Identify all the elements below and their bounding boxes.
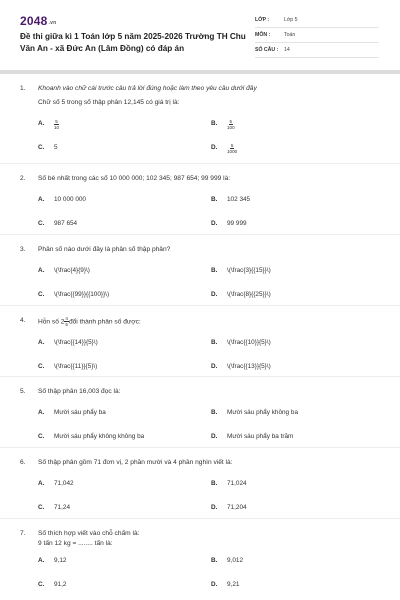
question-subtext: 9 tấn 12 kg = ........ tấn là: xyxy=(38,540,113,547)
option-letter: A. xyxy=(38,196,45,203)
option-text: \(\frac{{13}}{5}\) xyxy=(227,363,271,371)
fraction-denominator: 10 xyxy=(54,124,60,130)
option-letter: B. xyxy=(211,557,218,564)
option-letter: B. xyxy=(211,267,218,274)
question-list xyxy=(0,84,400,599)
option-letter: B. xyxy=(211,409,218,416)
question-header xyxy=(20,458,380,468)
question-header xyxy=(20,387,380,397)
question-header xyxy=(20,245,380,255)
question-number: 4. xyxy=(20,317,26,324)
answer-option-c[interactable] xyxy=(38,355,211,379)
answer-option-a[interactable] xyxy=(38,401,211,425)
option-text: 9,12 xyxy=(54,557,67,564)
option-letter: B. xyxy=(211,339,218,347)
option-fraction xyxy=(227,143,237,154)
option-fraction xyxy=(227,119,235,130)
answer-options xyxy=(20,112,380,160)
question-subtext: Chữ số 5 trong số thập phân 12,145 có giá trị là: xyxy=(38,99,180,106)
question-text: Số thập phân gồm 71 đơn vị, 2 phần mười và 4 phần nghìn viết là: xyxy=(38,459,233,466)
question-text: Phân số nào dưới đây là phân số thập phân? xyxy=(38,246,171,253)
question-header xyxy=(20,316,380,327)
answer-option-d[interactable] xyxy=(211,573,380,597)
answer-options xyxy=(20,549,380,597)
logo-suffix: .vn xyxy=(48,20,57,26)
question-5 xyxy=(0,377,400,448)
fraction-numerator: 5 xyxy=(229,118,233,124)
question-text-after: đổi thành phân số được: xyxy=(68,318,141,326)
meta-value: Toán xyxy=(284,32,296,38)
answer-options xyxy=(20,472,380,520)
meta-key: LỚP : xyxy=(255,17,270,23)
fraction-numerator: 5 xyxy=(55,118,58,124)
option-text: \(\frac{8}{{25}}\) xyxy=(227,291,271,298)
option-letter: A. xyxy=(38,267,45,274)
answer-option-d[interactable] xyxy=(211,283,380,307)
answer-option-d[interactable] xyxy=(211,212,380,236)
option-letter: D. xyxy=(211,363,218,371)
answer-option-b[interactable] xyxy=(211,472,380,496)
fraction-denominator: 5 xyxy=(65,322,68,327)
answer-option-b[interactable] xyxy=(211,259,380,283)
answer-option-d[interactable] xyxy=(211,496,380,520)
question-6 xyxy=(0,448,400,519)
option-text: \(\frac{3}{{15}}\) xyxy=(227,267,271,274)
question-number: 2. xyxy=(20,175,26,182)
option-letter: D. xyxy=(211,504,218,511)
option-text: 71,24 xyxy=(54,504,70,511)
option-text: 987 654 xyxy=(54,220,78,227)
option-letter: C. xyxy=(38,363,45,371)
option-text: 10 000 000 xyxy=(54,196,86,203)
meta-subject xyxy=(255,28,379,43)
question-text: Số thích hợp viết vào chỗ chấm là: xyxy=(38,530,140,537)
meta-question-count xyxy=(255,43,379,58)
question-number: 3. xyxy=(20,246,26,253)
answer-option-a[interactable] xyxy=(38,259,211,283)
answer-option-c[interactable] xyxy=(38,136,211,160)
option-text: \(\frac{{11}}{5}\) xyxy=(54,363,98,371)
header-divider xyxy=(0,70,400,74)
option-letter: A. xyxy=(38,120,45,127)
question-header xyxy=(20,174,380,184)
option-letter: B. xyxy=(211,196,218,203)
meta-value: 14 xyxy=(284,47,290,53)
question-text-before: Hỗn số 2 xyxy=(38,318,65,326)
option-letter: D. xyxy=(211,433,218,440)
option-letter: D. xyxy=(211,220,218,227)
answer-option-a[interactable] xyxy=(38,472,211,496)
option-letter: A. xyxy=(38,480,45,487)
option-letter: C. xyxy=(38,433,45,440)
answer-option-a[interactable] xyxy=(38,188,211,212)
option-text: 91,2 xyxy=(54,581,67,588)
answer-option-a[interactable] xyxy=(38,112,211,136)
option-text: Mười sáu phẩy ba xyxy=(54,409,106,416)
exam-title: Đề thi giữa kì 1 Toán lớp 5 năm 2025-2026 Trường TH Chu Văn An - xã Đức An (Lâm Đồng) có đáp án xyxy=(20,32,246,53)
option-fraction xyxy=(54,119,59,130)
question-text: Số thập phân 16,003 đọc là: xyxy=(38,388,121,395)
question-3 xyxy=(0,235,400,306)
answer-option-c[interactable] xyxy=(38,573,211,597)
option-text: Mười sáu phẩy không ba xyxy=(227,409,298,416)
option-text: 9,012 xyxy=(227,557,243,564)
site-logo[interactable] xyxy=(20,14,56,28)
fraction-numerator: 4 xyxy=(65,316,68,321)
question-header xyxy=(20,529,380,539)
answer-option-b[interactable] xyxy=(211,188,380,212)
option-text: 5 xyxy=(54,144,58,151)
question-text: Số bé nhất trong các số 10 000 000; 102 345; 987 654; 99 999 là: xyxy=(38,175,231,182)
option-text: Mười sáu phẩy ba trăm xyxy=(227,433,294,440)
question-header xyxy=(20,84,380,94)
question-number: 6. xyxy=(20,459,26,466)
question-number: 5. xyxy=(20,388,26,395)
answer-option-b[interactable] xyxy=(211,331,380,355)
option-letter: A. xyxy=(38,339,45,347)
option-text: 9,21 xyxy=(227,581,240,588)
answer-options xyxy=(20,401,380,449)
option-text: 71,042 xyxy=(54,480,74,487)
answer-option-d[interactable] xyxy=(211,355,380,379)
logo-text: 2048 xyxy=(20,14,48,28)
option-letter: C. xyxy=(38,581,45,588)
option-text: 102 345 xyxy=(227,196,251,203)
question-number: 7. xyxy=(20,530,26,537)
option-text: Mười sáu phẩy không không ba xyxy=(54,433,145,440)
option-letter: B. xyxy=(211,120,218,127)
answer-option-c[interactable] xyxy=(38,425,211,449)
question-2 xyxy=(0,164,400,235)
option-letter: C. xyxy=(38,291,45,298)
meta-class xyxy=(255,13,379,28)
answer-option-a[interactable] xyxy=(38,549,211,573)
page-header xyxy=(0,0,400,66)
option-text: 71,204 xyxy=(227,504,247,511)
question-number: 1. xyxy=(20,85,26,92)
answer-options xyxy=(20,331,380,379)
option-letter: C. xyxy=(38,220,45,227)
option-text: 99 999 xyxy=(227,220,247,227)
option-text: \(\frac{4}{9}\) xyxy=(54,267,90,274)
answer-option-d[interactable] xyxy=(211,136,380,160)
option-text: \(\frac{{99}}{{100}}\) xyxy=(54,291,110,298)
option-letter: A. xyxy=(38,557,45,564)
option-letter: A. xyxy=(38,409,45,416)
option-text: 71,024 xyxy=(227,480,247,487)
meta-key: SỐ CÂU : xyxy=(255,47,279,53)
fraction-denominator: 100 xyxy=(227,124,235,130)
fraction-numerator: 5 xyxy=(230,142,234,148)
option-text: \(\frac{{10}}{5}\) xyxy=(227,339,271,347)
answer-option-a[interactable] xyxy=(38,331,211,355)
question-1 xyxy=(0,84,400,164)
exam-meta xyxy=(255,13,379,58)
question-4 xyxy=(0,306,400,377)
question-7 xyxy=(0,519,400,599)
answer-option-c[interactable] xyxy=(38,212,211,236)
meta-value: Lớp 5 xyxy=(284,17,298,23)
question-text xyxy=(38,316,380,327)
option-letter: D. xyxy=(211,581,218,588)
option-letter: C. xyxy=(38,504,45,511)
option-letter: C. xyxy=(38,144,45,151)
answer-option-c[interactable] xyxy=(38,496,211,520)
fraction-denominator: 1000 xyxy=(227,148,238,154)
option-letter: D. xyxy=(211,291,218,298)
option-letter: B. xyxy=(211,480,218,487)
answer-options xyxy=(20,188,380,236)
answer-option-d[interactable] xyxy=(211,425,380,449)
option-text: \(\frac{{14}}{5}\) xyxy=(54,339,98,347)
answer-options xyxy=(20,259,380,307)
answer-option-c[interactable] xyxy=(38,283,211,307)
answer-option-b[interactable] xyxy=(211,549,380,573)
meta-key: MÔN : xyxy=(255,32,271,38)
option-letter: D. xyxy=(211,144,218,151)
answer-option-b[interactable] xyxy=(211,401,380,425)
question-text: Khoanh vào chữ cái trước câu trả lời đúng hoặc làm theo yêu cầu dưới đây xyxy=(38,85,257,92)
answer-option-b[interactable] xyxy=(211,112,380,136)
